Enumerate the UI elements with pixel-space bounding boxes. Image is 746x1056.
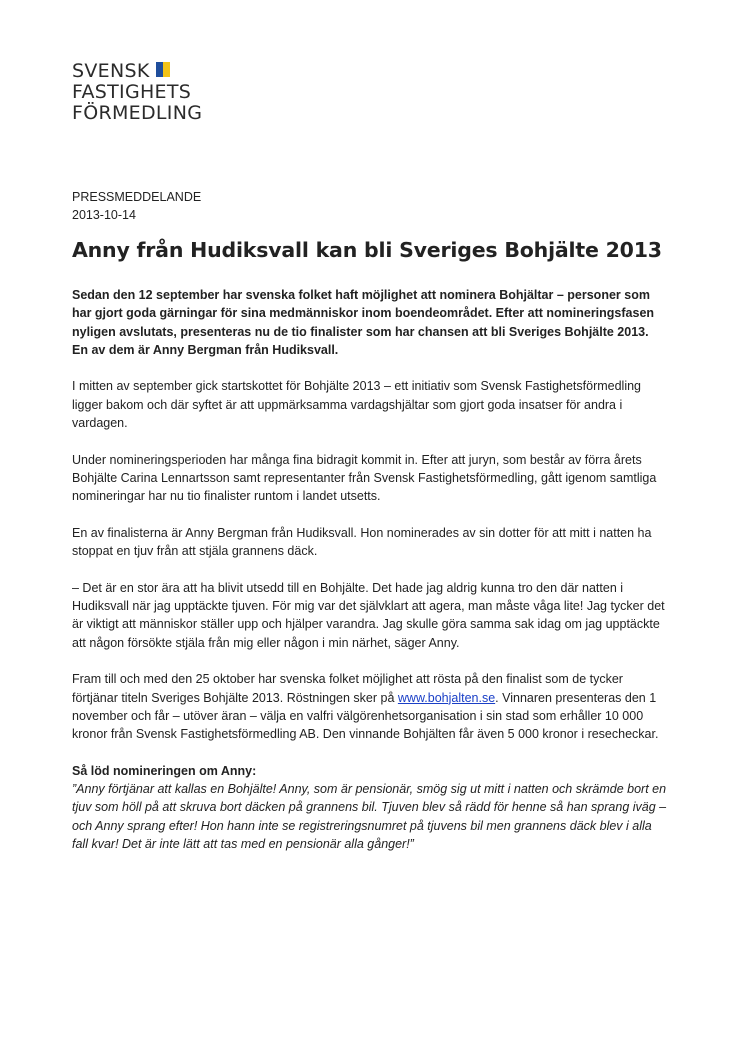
paragraph-quote-anny: – Det är en stor ära att ha blivit utsedd till en Bohjälte. Det hade jag aldrig kunna tro den där natten i Hudiksvall när jag upptäckte tjuven. För mig var det självklart att agera, man måste våga lite! Jag tycker det är viktigt att människor ställer upp och hjälper varandra. Jag skulle göra samma sak idag om jag upptäckte att någon försökte stjäla från mig eller någon i min närhet, säger Anny. [72,580,665,650]
press-release-meta [72,188,201,224]
logo-line-3: FÖRMEDLING [72,102,203,124]
release-date: 2013-10-14 [72,208,136,222]
bohjalten-link[interactable]: www.bohjalten.se [397,690,496,705]
logo-line-1: SVENSK [72,61,202,82]
logo-line-2: FASTIGHETS [72,81,192,103]
page-title: Anny från Hudiksvall kan bli Sveriges Bohjälte 2013 [72,238,662,262]
nomination-quote: ”Anny förtjänar att kallas en Bohjälte! Anny, som är pensionär, smög sig ut mitt i natten och skrämde bort en tjuv som höll på att skruva bort däcken på grannens bil. Tjuven blev så rädd för henne så han sprang iväg – och Anny sprang efter! Hon hann inte se registreringsnumret på tjuvens bil men grannens däck blev i alla fall kvar! Det är inte lätt att tas med en pensionär alla gånger!” [72,782,667,851]
paragraph-intro: I mitten av september gick startskottet för Bohjälte 2013 – ett initiativ som Svensk Fastighetsförmedling ligger bakom och där syftet är att uppmärksamma vardagshjältar som gjort goda insatser för andra i vardagen. [72,379,642,431]
swedish-flag-icon [156,62,170,77]
paragraph-voting: Fram till och med den 25 oktober har svenska folket möjlighet att rösta på den finalist som de tycker förtjänar titeln Sveriges Bohjälte 2013. Röstningen sker på www.bohjalten.se. Vinnaren presenteras den 1 november och får – utöver äran – välja en valfri välgörenhetsorganisation i sin stad som erhåller 10 000 kronor från Svensk Fastighetsförmedling AB. Den vinnande Bohjälten får även 5 000 kronor i resecheckar. [72,672,659,742]
paragraph-nominations: Under nomineringsperioden har många fina bidragit kommit in. Efter att juryn, som består av förra årets Bohjälte Carina Lennartsson samt representanter från Svensk Fastighetsförmedling, gått igenom samtliga nomineringar har nu tio finalister runtom i landet utsetts. [72,452,657,504]
lead-paragraph: Sedan den 12 september har svenska folket haft möjlighet att nominera Bohjältar – personer som har gjort goda gärningar för sina medmänniskor inom boendeområdet. Efter att nomineringsfasen nyligen avslutats, presenteras nu de tio finalister som har chansen att bli Sveriges Bohjälte 2013. En av dem är Anny Bergman från Hudiksvall. [72,288,655,357]
paragraph-finalist: En av finalisterna är Anny Bergman från Hudiksvall. Hon nominerades av sin dotter för att mitt i natten ha stoppat en tjuv från att stjäla grannens däck. [72,525,652,559]
document-type-label: PRESSMEDDELANDE [72,190,202,204]
nomination-heading: Så löd nomineringen om Anny: [72,763,257,778]
article-body [72,286,668,872]
company-logo [72,61,202,124]
